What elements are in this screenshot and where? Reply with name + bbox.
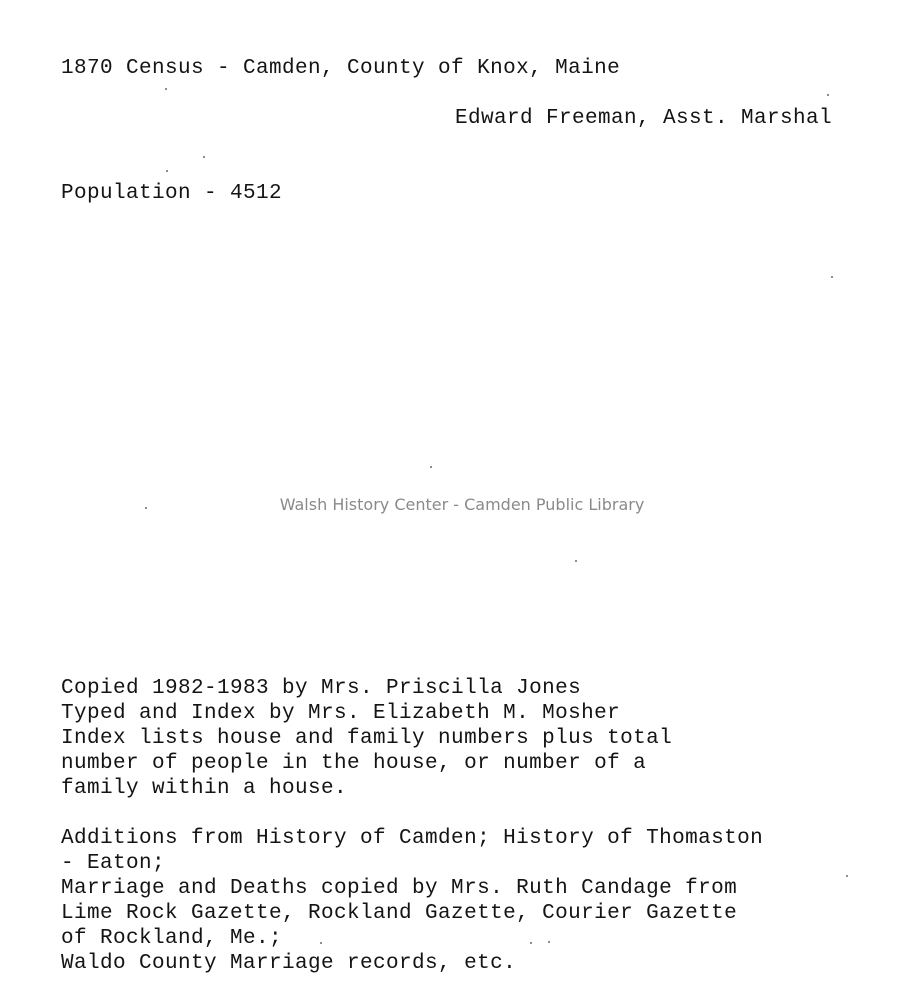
source-line: Additions from History of Camden; History of Thomaston xyxy=(61,827,764,850)
marshal-name: Edward Freeman, Asst. Marshal xyxy=(455,107,833,130)
source-line: - Eaton; xyxy=(61,852,166,875)
scan-speck xyxy=(166,170,168,172)
library-watermark: Walsh History Center - Camden Public Library xyxy=(279,495,645,514)
note-line: Copied 1982-1983 by Mrs. Priscilla Jones xyxy=(61,677,582,700)
scan-speck xyxy=(530,942,532,944)
scan-speck xyxy=(831,276,833,278)
scan-speck xyxy=(827,94,829,96)
scan-speck xyxy=(165,88,167,90)
note-line: number of people in the house, or number of a xyxy=(61,752,647,775)
scan-speck xyxy=(203,156,205,158)
source-notes xyxy=(61,826,763,976)
source-line: Lime Rock Gazette, Rockland Gazette, Courier Gazette xyxy=(61,902,738,925)
source-line: Waldo County Marriage records, etc. xyxy=(61,952,517,975)
scan-speck xyxy=(430,466,432,468)
scan-speck xyxy=(145,507,147,509)
source-line: Marriage and Deaths copied by Mrs. Ruth Candage from xyxy=(61,877,738,900)
note-line: Typed and Index by Mrs. Elizabeth M. Mosher xyxy=(61,702,621,725)
document-title: 1870 Census - Camden, County of Knox, Maine xyxy=(61,57,621,80)
source-line: of Rockland, Me.; xyxy=(61,927,283,950)
scan-speck xyxy=(846,875,848,877)
note-line: Index lists house and family numbers plus total xyxy=(61,727,673,750)
scan-speck xyxy=(320,942,322,944)
copy-notes xyxy=(61,676,672,801)
note-line: family within a house. xyxy=(61,777,348,800)
scan-speck xyxy=(575,560,577,562)
population-count: Population - 4512 xyxy=(61,182,283,205)
scan-speck xyxy=(548,941,550,943)
